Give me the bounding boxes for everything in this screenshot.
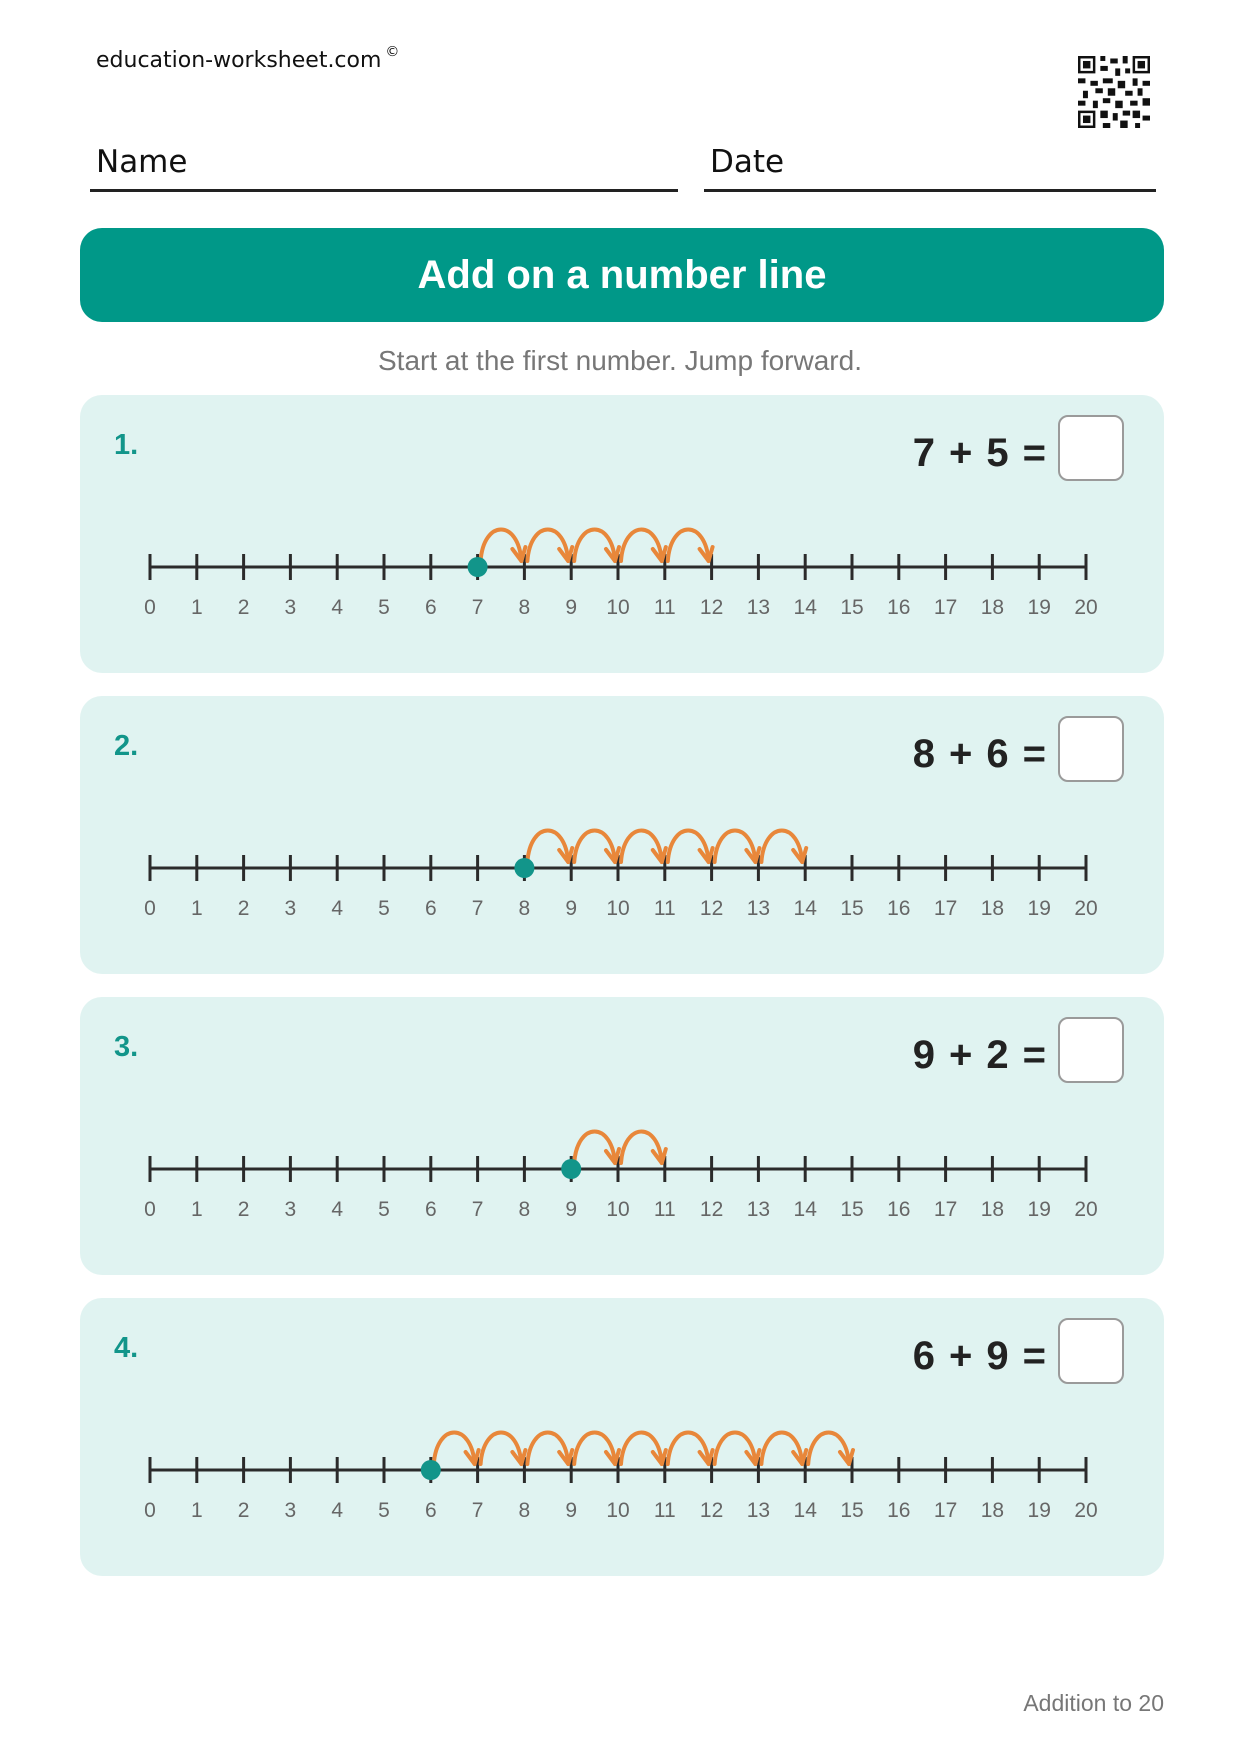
tick-label: 16	[887, 1499, 911, 1522]
tick-label: 17	[933, 897, 958, 920]
jump-arc	[481, 530, 522, 562]
tick-label: 17	[933, 1499, 958, 1522]
addend-b: 5	[986, 430, 1009, 475]
tick-label: 8	[518, 897, 531, 920]
jump-arc	[621, 1132, 662, 1164]
tick-label: 15	[840, 1499, 864, 1522]
tick-label: 20	[1074, 1499, 1098, 1522]
tick-label: 17	[933, 1198, 958, 1221]
jump-arc	[668, 1433, 709, 1465]
tick-label: 6	[424, 1499, 437, 1522]
addend-a: 6	[912, 1333, 936, 1378]
tick-label: 2	[237, 1198, 250, 1221]
tick-label: 13	[746, 897, 771, 920]
tick-label: 12	[699, 596, 724, 619]
problem-card-4	[80, 1298, 1164, 1576]
tick-label: 19	[1027, 1499, 1051, 1522]
tick-label: 10	[606, 897, 630, 920]
tick-label: 15	[840, 897, 864, 920]
tick-label: 13	[746, 1198, 771, 1221]
tick-label: 20	[1074, 1198, 1098, 1221]
tick-label: 4	[331, 596, 344, 619]
jump-arc	[715, 831, 756, 863]
date-label: Date	[710, 144, 785, 180]
date-field[interactable]	[704, 140, 1156, 192]
tick-label: 18	[980, 897, 1005, 920]
site-name-text: education-worksheet.com	[96, 48, 382, 73]
jump-arc	[574, 1433, 615, 1465]
tick-label: 4	[331, 1499, 344, 1522]
problem-card-2	[80, 696, 1164, 974]
tick-label: 16	[887, 1198, 911, 1221]
tick-label: 12	[699, 1198, 724, 1221]
plus-sign: +	[949, 1032, 973, 1077]
jump-arc	[761, 1433, 802, 1465]
problem-number: 4.	[114, 1332, 139, 1364]
jump-arc	[527, 1433, 568, 1465]
tick-label: 9	[565, 1499, 578, 1522]
tick-label: 18	[980, 1499, 1005, 1522]
equals-sign: =	[1022, 731, 1046, 776]
tick-label: 8	[518, 1198, 531, 1221]
footer-label: Addition to 20	[1023, 1690, 1164, 1716]
tick-label: 4	[331, 1198, 344, 1221]
tick-label: 11	[653, 1499, 676, 1522]
jump-arc	[527, 530, 568, 562]
tick-label: 2	[237, 1499, 250, 1522]
tick-label: 2	[237, 596, 250, 619]
instruction-text: Start at the first number. Jump forward.	[378, 345, 862, 376]
tick-label: 15	[840, 596, 864, 619]
tick-label: 5	[378, 596, 390, 619]
tick-label: 19	[1027, 1198, 1051, 1221]
tick-label: 14	[793, 1198, 817, 1221]
jump-arc	[668, 831, 709, 863]
addend-b: 9	[986, 1333, 1009, 1378]
tick-label: 9	[565, 1198, 578, 1221]
name-label: Name	[96, 144, 188, 180]
tick-label: 16	[887, 897, 911, 920]
jump-arc	[434, 1433, 475, 1465]
problem-number: 3.	[114, 1031, 139, 1063]
copyright-symbol: ©	[385, 44, 400, 60]
plus-sign: +	[949, 430, 973, 475]
jump-arc	[621, 1433, 662, 1465]
tick-label: 6	[424, 897, 437, 920]
tick-label: 1	[190, 1198, 203, 1221]
tick-label: 6	[424, 1198, 437, 1221]
jump-arc	[668, 530, 709, 562]
tick-label: 7	[471, 897, 484, 920]
start-dot	[421, 1460, 441, 1480]
tick-label: 1	[190, 596, 203, 619]
jump-arc	[481, 1433, 522, 1465]
site-name	[96, 44, 400, 73]
problem-number: 1.	[114, 429, 139, 461]
tick-label: 9	[565, 596, 578, 619]
tick-label: 10	[606, 1499, 630, 1522]
jump-arc	[621, 831, 662, 863]
tick-label: 4	[331, 897, 344, 920]
start-dot	[514, 858, 534, 878]
tick-label: 20	[1074, 897, 1098, 920]
tick-label: 1	[190, 897, 203, 920]
jump-arc	[574, 831, 615, 863]
tick-label: 14	[793, 897, 817, 920]
equals-sign: =	[1022, 1333, 1046, 1378]
tick-label: 5	[378, 897, 390, 920]
tick-label: 6	[424, 596, 437, 619]
tick-label: 13	[746, 596, 771, 619]
tick-label: 19	[1027, 596, 1051, 619]
tick-label: 0	[144, 596, 156, 619]
jump-arc	[527, 831, 568, 863]
tick-label: 8	[518, 1499, 531, 1522]
name-field[interactable]	[90, 140, 678, 192]
tick-label: 18	[980, 596, 1005, 619]
tick-label: 3	[284, 596, 297, 619]
tick-label: 7	[471, 1198, 484, 1221]
addend-a: 7	[912, 430, 936, 475]
number-line	[80, 997, 1164, 1275]
addend-a: 9	[912, 1032, 936, 1077]
start-dot	[561, 1159, 581, 1179]
tick-label: 11	[653, 897, 676, 920]
jump-arc	[574, 1132, 615, 1164]
tick-label: 19	[1027, 897, 1051, 920]
tick-label: 2	[237, 897, 250, 920]
tick-label: 14	[793, 596, 817, 619]
tick-label: 8	[518, 596, 531, 619]
tick-label: 18	[980, 1198, 1005, 1221]
tick-label: 0	[144, 1499, 156, 1522]
addend-b: 2	[986, 1032, 1009, 1077]
tick-label: 3	[284, 1198, 297, 1221]
problem-card-1	[80, 395, 1164, 673]
problem-number: 2.	[114, 730, 139, 762]
equals-sign: =	[1022, 1032, 1046, 1077]
tick-label: 11	[653, 596, 676, 619]
plus-sign: +	[949, 1333, 973, 1378]
tick-label: 0	[144, 897, 156, 920]
tick-label: 20	[1074, 596, 1098, 619]
tick-label: 12	[699, 897, 724, 920]
tick-label: 17	[933, 596, 958, 619]
start-dot	[468, 557, 488, 577]
tick-label: 11	[653, 1198, 676, 1221]
tick-label: 5	[378, 1499, 390, 1522]
tick-label: 3	[284, 897, 297, 920]
tick-label: 1	[190, 1499, 203, 1522]
tick-label: 16	[887, 596, 911, 619]
title-banner	[80, 228, 1164, 322]
tick-label: 10	[606, 596, 630, 619]
tick-label: 13	[746, 1499, 771, 1522]
tick-label: 5	[378, 1198, 390, 1221]
jump-arc	[574, 530, 615, 562]
tick-label: 15	[840, 1198, 864, 1221]
page-title: Add on a number line	[417, 252, 827, 297]
plus-sign: +	[949, 731, 973, 776]
equals-sign: =	[1022, 430, 1046, 475]
tick-label: 7	[471, 1499, 484, 1522]
tick-label: 3	[284, 1499, 297, 1522]
qr-code-icon	[1078, 56, 1150, 128]
tick-label: 7	[471, 596, 484, 619]
tick-label: 12	[699, 1499, 724, 1522]
number-line	[80, 1298, 1164, 1576]
number-line	[80, 395, 1164, 673]
tick-label: 14	[793, 1499, 817, 1522]
tick-label: 9	[565, 897, 578, 920]
addend-a: 8	[912, 731, 936, 776]
tick-label: 10	[606, 1198, 630, 1221]
tick-label: 0	[144, 1198, 156, 1221]
jump-arc	[621, 530, 662, 562]
number-line	[80, 696, 1164, 974]
jump-arc	[715, 1433, 756, 1465]
jump-arc	[761, 831, 802, 863]
jump-arc	[808, 1433, 849, 1465]
problem-card-3	[80, 997, 1164, 1275]
addend-b: 6	[986, 731, 1009, 776]
